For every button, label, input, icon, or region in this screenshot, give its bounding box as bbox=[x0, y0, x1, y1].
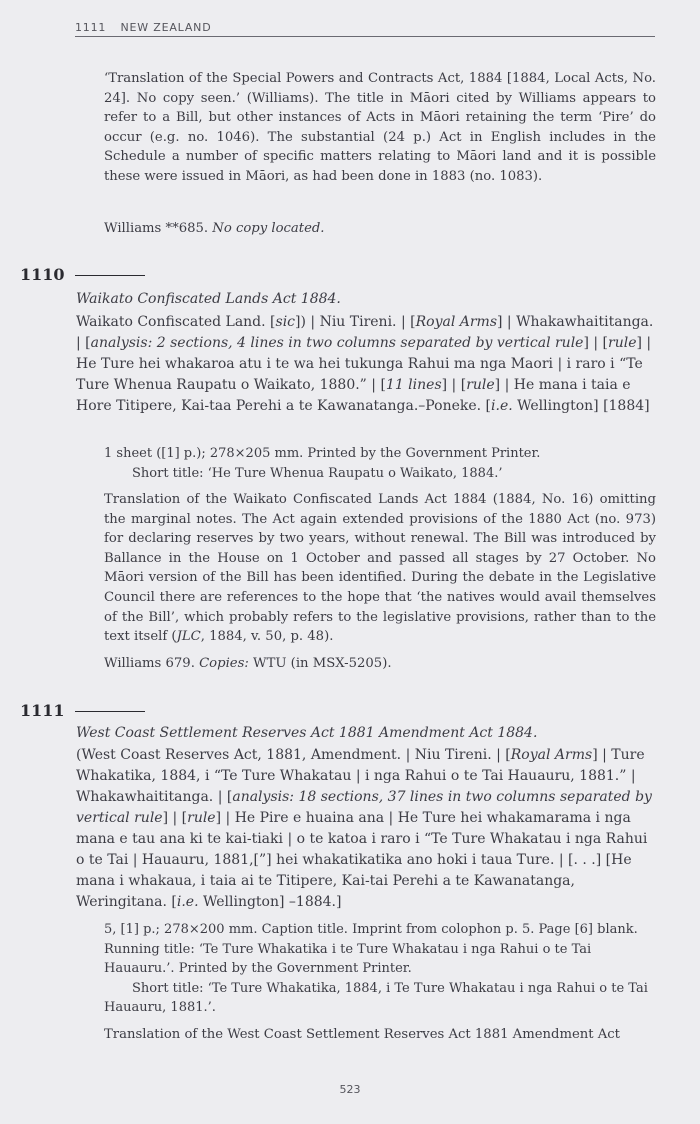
entry-transcription-1110: Waikato Confiscated Land. [sic]) | Niu Tireni. | [Royal Arms] | Whakawhaititanga. | [analysis: 2 sections, 4 lines in two columns separated by vertical rule] | [rule] | He Ture hei whakaroa atu i te wa hei tukunga Rahui ma nga Maori | i raro i “Te Ture Whenua Raupatu o Waikato, 1880.” | [11 lines] | [rule] | He mana i taia e Hore Titipere, Kai-taa Perehi a te Kawanatanga.–Poneke. [i.e. Wellington] [1884] bbox=[76, 314, 654, 414]
entry-title-1111: West Coast Settlement Reserves Act 1881 Amendment Act 1884. bbox=[76, 725, 538, 741]
page-number: 523 bbox=[339, 1083, 361, 1096]
entry-number-1110: 1110 bbox=[20, 265, 145, 285]
short-title: Short title: ‘He Ture Whenua Raupatu o Waikato, 1884.’ bbox=[132, 465, 503, 481]
entry-title-1110: Waikato Confiscated Lands Act 1884. bbox=[76, 291, 341, 307]
entry-number-1111: 1111 bbox=[20, 701, 145, 721]
short-title: Short title: ‘Te Ture Whakatika, 1884, i Te Ture Whakatau i nga Rahui o te Tai Hauauru, 1881.’. bbox=[104, 980, 648, 1015]
entry-collation-1111: 5, [1] p.; 278×200 mm. Caption title. Imprint from colophon p. 5. Page [6] blank. Running title: ‘Te Ture Whakatika i te Ture Whakatau i nga Rahui o te Tai Hauauru.’. Printed by the Government Printer. Short title: ‘Te Ture Whakatika, 1884, i Te Ture Whakatau i nga Rahui o te Tai Hauauru, 1881.’. bbox=[104, 920, 656, 1018]
header-title: NEW ZEALAND bbox=[120, 21, 212, 34]
entry-dash bbox=[75, 275, 145, 276]
header-entry-number: 1111 bbox=[75, 21, 107, 34]
continued-note: ‘Translation of the Special Powers and Contracts Act, 1884 [1884, Local Acts, No. 24]. No copy seen.’ (Williams). The title in Māori cited by Williams appears to refer to a Bill, but other instances of Acts in Māori retaining the term ‘Pire’ do occur (e.g. no. 1046). The substantial (24 p.) Act in English includes in the Schedule a number of specific matters relating to Māori land and it is possible these were issued in Māori, as had been done in 1883 (no. 1083). bbox=[104, 71, 656, 184]
entry-reference-1110: Williams 679. Copies: WTU (in MSX-5205). bbox=[104, 656, 392, 671]
entry-transcription-1111: (West Coast Reserves Act, 1881, Amendment. | Niu Tireni. | [Royal Arms] | Ture Whakatika, 1884, i “Te Ture Whakatau | i nga Rahui o te Tai Hauauru, 1881.” | Whakawhaititanga. | [analysis: 18 sections, 37 lines in two columns separated by vertical rule] | [rule] | He Pire e huaina ana | He Ture hei whakamarama i nga mana e tau ana ki te kai-tiaki | o te katoa i raro i “Te Ture Whakatau i nga Rahui o te Tai | Hauauru, 1881,[”] hei whakatikatika ano hoki i taua Ture. | [. . .] [He mana i whakaua, i taia ai te Titipere, Kai-tai Perehi a te Kawanatanga, Weringitana. [i.e. Wellington] –1884.] bbox=[76, 747, 652, 910]
running-header bbox=[75, 21, 655, 37]
entry-dash bbox=[75, 711, 145, 712]
entry-collation-1110: 1 sheet ([1] p.); 278×205 mm. Printed by the Government Printer. Short title: ‘He Ture Whenua Raupatu o Waikato, 1884.’ bbox=[104, 444, 656, 483]
continued-reference: Williams **685. No copy located. bbox=[104, 221, 325, 236]
entry-note-1111: Translation of the West Coast Settlement Reserves Act 1881 Amendment Act bbox=[104, 1027, 620, 1042]
entry-note-1110: Translation of the Waikato Confiscated Lands Act 1884 (1884, No. 16) omitting the marginal notes. The Act again extended provisions of the 1880 Act (no. 973) for declaring reserves by two years, without renewal. The Bill was introduced by Ballance in the House on 1 October and passed all stages by 27 October. No Māori version of the Bill has been identified. During the debate in the Legislative Council there are references to the hope that ‘the natives would avail themselves of the Bill’, which probably refers to the legislative provisions, rather than to the text itself (JLC, 1884, v. 50, p. 48). bbox=[104, 492, 656, 645]
